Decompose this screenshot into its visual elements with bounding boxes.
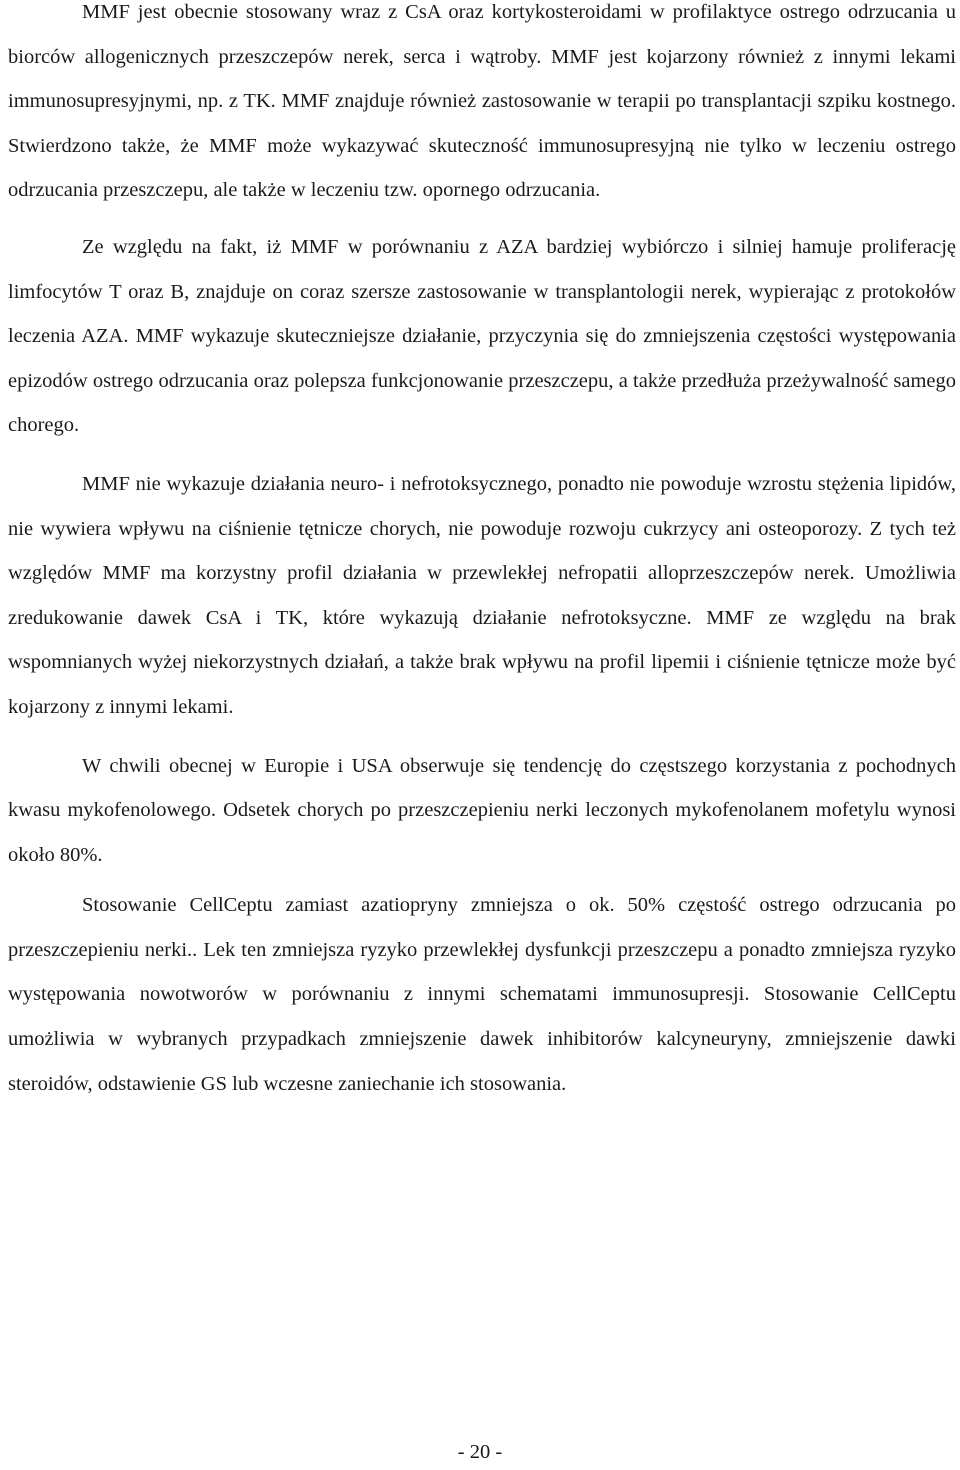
paragraph-mmf-usage: MMF jest obecnie stosowany wraz z CsA oraz kortykosteroidami w profilaktyce ostrego odrzucania u biorców allogenicznych przeszczepów nerek, serca i wątroby. MMF jest kojarzony również z innymi lekami immunosupresyjnymi, np. z TK. MMF znajduje również zastosowanie w terapii po transplantacji szpiku kostnego. Stwierdzono także, że MMF może wykazywać skuteczność immunosupresyjną nie tylko w leczeniu ostrego odrzucania przeszczepu, ale także w leczeniu tzw. opornego odrzucania. xyxy=(8,1,956,202)
paragraph-mmf-safety: MMF nie wykazuje działania neuro- i nefrotoksycznego, ponadto nie powoduje wzrostu stężenia lipidów, nie wywiera wpływu na ciśnienie tętnicze chorych, nie powoduje rozwoju cukrzycy ani osteoporozy. Z tych też względów MMF ma korzystny profil działania w przewlekłej nefropatii alloprzeszczepów nerek. Umożliwia zredukowanie dawek CsA i TK, które wykazują działanie nefrotoksyczne. MMF ze względu na brak wspomnianych wyżej niekorzystnych działań, a także brak wpływu na profil lipemii i ciśnienie tętnicze może być kojarzony z innymi lekami. xyxy=(8,472,956,718)
document-page xyxy=(8,0,956,1106)
paragraph-europe-usa: W chwili obecnej w Europie i USA obserwuje się tendencję do częstszego korzystania z pochodnych kwasu mykofenolowego. Odsetek chorych po przeszczepieniu nerki leczonych mykofenolanem mofetylu wynosi około 80%. xyxy=(8,754,956,866)
paragraph-mmf-vs-aza: Ze względu na fakt, iż MMF w porównaniu z AZA bardziej wybiórczo i silniej hamuje proliferację limfocytów T oraz B, znajduje on coraz szersze zastosowanie w transplantologii nerek, wypierając z protokołów leczenia AZA. MMF wykazuje skuteczniejsze działanie, przyczynia się do zmniejszenia częstości występowania epizodów ostrego odrzucania oraz polepsza funkcjonowanie przeszczepu, a także przedłuża przeżywalność samego chorego. xyxy=(8,235,956,437)
paragraph-cellcept: Stosowanie CellCeptu zamiast azatiopryny zmniejsza o ok. 50% częstość ostrego odrzucania po przeszczepieniu nerki.. Lek ten zmniejsza ryzyko przewlekłej dysfunkcji przeszczepu a ponadto zmniejsza ryzyko występowania nowotworów w porównaniu z innymi schematami immunosupresji. Stosowanie CellCeptu umożliwia w wybranych przypadkach zmniejszenie dawek inhibitorów kalcyneuryny, zmniejszenie dawki steroidów, odstawienie GS lub wczesne zaniechanie ich stosowania. xyxy=(8,894,956,1095)
page-number: - 20 - xyxy=(457,1441,503,1463)
